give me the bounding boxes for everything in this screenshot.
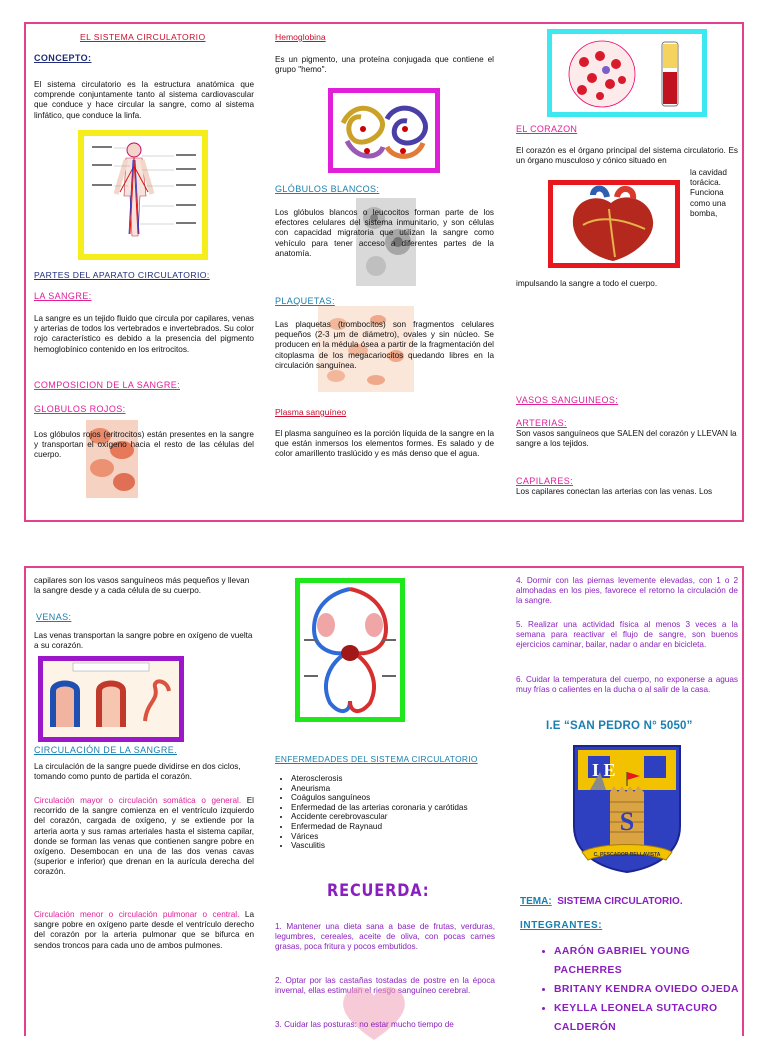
integrante-item: • KEYLLA LEONELA SUTACURO CALDERÓN [554,999,750,1037]
page1-column-1 [34,24,256,520]
enfermedad-item: • Aterosclerosis [291,774,511,784]
venas-heading: VENAS: [36,612,72,622]
brochure-title: EL SISTEMA CIRCULATORIO [80,32,206,42]
capilares-heading: CAPILARES: [516,476,574,486]
tip-1: 1. Mantener una dieta sana a base de frutas, verduras, legumbres, cereales, aceite de oliva, con pocas carnes grasas, poca fritura y pocos embutidos. [275,922,495,952]
circulacion-mayor-label: Circulación mayor o circulación somática o general. [34,796,242,805]
page2-column-1 [34,568,256,1036]
circulacion-text: La circulación de la sangre puede dividirse en dos ciclos, tomando como punto de partida el corazón. [34,762,241,782]
corazon-text-2: la cavidad torácica. Funciona como una bomba, [690,168,727,218]
plasma-text: El plasma sanguíneo es la porción líquida de la sangre en la que están inmersos los elementos formes. Es salado y de color amarillento traslúcido y es más denso que el agua. [275,429,494,459]
plasma-heading: Plasma sanguíneo [275,407,347,417]
blood-sample-image [547,29,707,117]
corazon-heading: EL CORAZON [516,124,578,134]
recuerda-heading: RECUERDA: [327,881,430,901]
circulation-diagram-image [295,578,405,722]
page2-column-3 [516,568,740,1036]
tip-2: 2. Optar por las castañas tostadas de postre en la época invernal, ellas estimulan el riesgo sanguíneo cerebral. [275,976,495,996]
crest-banner: C. PESCADOR BELLAVISTA [593,852,661,858]
human-circulatory-image [78,130,208,260]
tema-value: SISTEMA CIRCULATORIO. [557,896,683,907]
vasos-heading: VASOS SANGUINEOS: [516,395,619,405]
circulacion-mayor [34,796,254,878]
plaquetas-text: Las plaquetas (trombocitos) son fragmentos celulares pequeños (2-3 μm de diámetro), ovales y sin núcleo. Se producen en la médula ósea a partir de la fragmentación del citoplasma de los megacariocitos quedando libres en la circulación sanguínea. [275,320,494,370]
page1-column-3 [516,24,740,520]
tip-4: 4. Dormir con las piernas levemente elevadas, con 1 o 2 almohadas en los pies, favorece el retorno la circulación de la sangre. [516,576,738,606]
arterias-heading: ARTERIAS: [516,418,567,428]
page1-column-2 [275,24,497,520]
hemoglobina-heading: Hemoglobina [275,32,326,42]
integrante-item: • AARÓN GABRIEL YOUNG PACHERRES [554,942,750,980]
hemoglobin-image [328,88,440,173]
enfermedades-list [275,774,511,851]
composicion-heading: COMPOSICION DE LA SANGRE: [34,380,181,390]
sangre-text: La sangre es un tejido fluido que circula por capilares, venas y arterias de todos los vertebrados e invertebrados. Su color rojo característico es debido a la presencia del pigmento hemoglobínico contenido en los eritrocitos. [34,314,254,354]
hemoglobin-molecule-icon [333,93,435,168]
tip-6: 6. Cuidar la temperatura del cuerpo, no exponerse a aguas muy frías o calientes en la ducha o al salir de la casa. [516,675,738,695]
capilares-continuation: capilares son los vasos sanguíneos más pequeños y llevan la sangre desde y a cada célula de su cuerpo. [34,576,250,596]
page2-column-2 [275,568,497,1036]
circulacion-menor-label: Circulación menor o circulación pulmonar o central. [34,910,240,919]
enfermedad-item: • Enfermedad de Raynaud [291,822,511,832]
enfermedad-item: • Vasculitis [291,841,511,851]
integrante-item: • BRITANY KENDRA OVIEDO OJEDA [554,980,750,999]
enfermedad-item: • Enfermedad de las arterias coronaria y carótidas [291,803,511,813]
brochure-page-2 [24,566,744,1036]
concept-heading: CONCEPTO: [34,53,92,63]
blood-composition-icon [552,34,702,112]
school-crest [570,742,684,874]
human-body-icon [84,136,202,254]
globulos-rojos-heading: GLOBULOS ROJOS: [34,404,126,414]
brochure-page-1 [24,22,744,522]
plaquetas-heading: PLAQUETAS: [275,296,335,306]
globulos-rojos-text: Los glóbulos rojos (eritrocitos) están presentes en la sangre y transportan el oxígeno hacia el resto de las células del cuerpo. [34,430,254,460]
enfermedades-heading: ENFERMEDADES DEL SISTEMA CIRCULATORIO [275,754,478,764]
crest-letters: I E [592,760,616,780]
enfermedad-item: • Várices [291,832,511,842]
heart-image [548,180,680,268]
integrantes-heading: INTEGRANTES: [520,920,603,931]
circulation-diagram-icon [300,583,400,717]
hemoglobina-text: Es un pigmento, una proteína conjugada que contiene el grupo "hemo". [275,55,494,75]
blood-vessels-icon [43,661,179,737]
enfermedad-item: • Aneurisma [291,784,511,794]
concept-text: El sistema circulatorio es la estructura anatómica que comprende conjuntamente tanto al sistema cardiovascular que conduce y hace circular la sangre, como al sistema linfático, que conduce la linfa. [34,80,254,120]
integrantes-list [538,942,750,1037]
blood-vessels-image [38,656,184,742]
tema-label: TEMA: [520,896,552,907]
corazon-text-1: El corazón es el órgano principal del sistema circulatorio. Es un órgano musculoso y cónico situado en [516,146,738,166]
sangre-heading: LA SANGRE: [34,291,92,301]
arterias-text: Son vasos sanguíneos que SALEN del corazón y LLEVAN la sangre a los tejidos. [516,429,737,449]
tip-5: 5. Realizar una actividad física al menos 3 veces a la semana para reactivar el flujo de sangre, son buenos ejercicios caminar, bailar, nadar o andar en bicicleta. [516,620,738,650]
corazon-text-3: impulsando la sangre a todo el cuerpo. [516,279,658,288]
enfermedad-item: • Coágulos sanguíneos [291,793,511,803]
heart-watermark-image [337,982,411,1042]
tip-3: 3. Cuidar las posturas: no estar mucho tiempo de [275,1020,454,1029]
tema-line [520,896,683,907]
capilares-text: Los capilares conectan las arterias con las venas. Los [516,487,713,496]
globulos-blancos-heading: GLÓBULOS BLANCOS: [275,184,380,194]
enfermedad-item: • Accidente cerebrovascular [291,812,511,822]
heart-watermark-icon [337,982,411,1042]
heart-icon [553,185,675,263]
circulacion-menor [34,910,254,951]
circulacion-heading: CIRCULACIÓN DE LA SANGRE. [34,745,178,755]
globulos-blancos-text: Los glóbulos blancos o leucocitos forman parte de los efectores celulares del sistema inmunitario, y son células con capacidad migratoria que utilizan la sangre como vehículo para tener acceso a diferentes partes de la anatomía. [275,208,494,258]
venas-text: Las venas transportan la sangre pobre en oxígeno de vuelta a su corazón. [34,631,253,651]
school-name: I.E “SAN PEDRO N° 5050” [546,720,693,732]
svg-text:S: S [619,807,635,836]
parts-heading: PARTES DEL APARATO CIRCULATORIO: [34,270,210,280]
circulacion-mayor-text: El recorrido de la sangre comienza en el ventrículo izquierdo del corazón, cargada de oxígeno, y se extiende por la arteria aorta y sus ramas arteriales hasta el sistema capilar, donde se forman las venas que contienen sangre pobre en oxígeno. Desembocan en una de las dos venas cavas (superior e inferior) que drenan en la aurícula derecha del corazón. [34,796,254,877]
circulacion-menor-text: La sangre pobre en oxígeno parte desde el ventrículo derecho del corazón por la arteria pulmonar que se bifurca en sendos troncos para cada uno de ambos pulmones. [34,910,255,950]
